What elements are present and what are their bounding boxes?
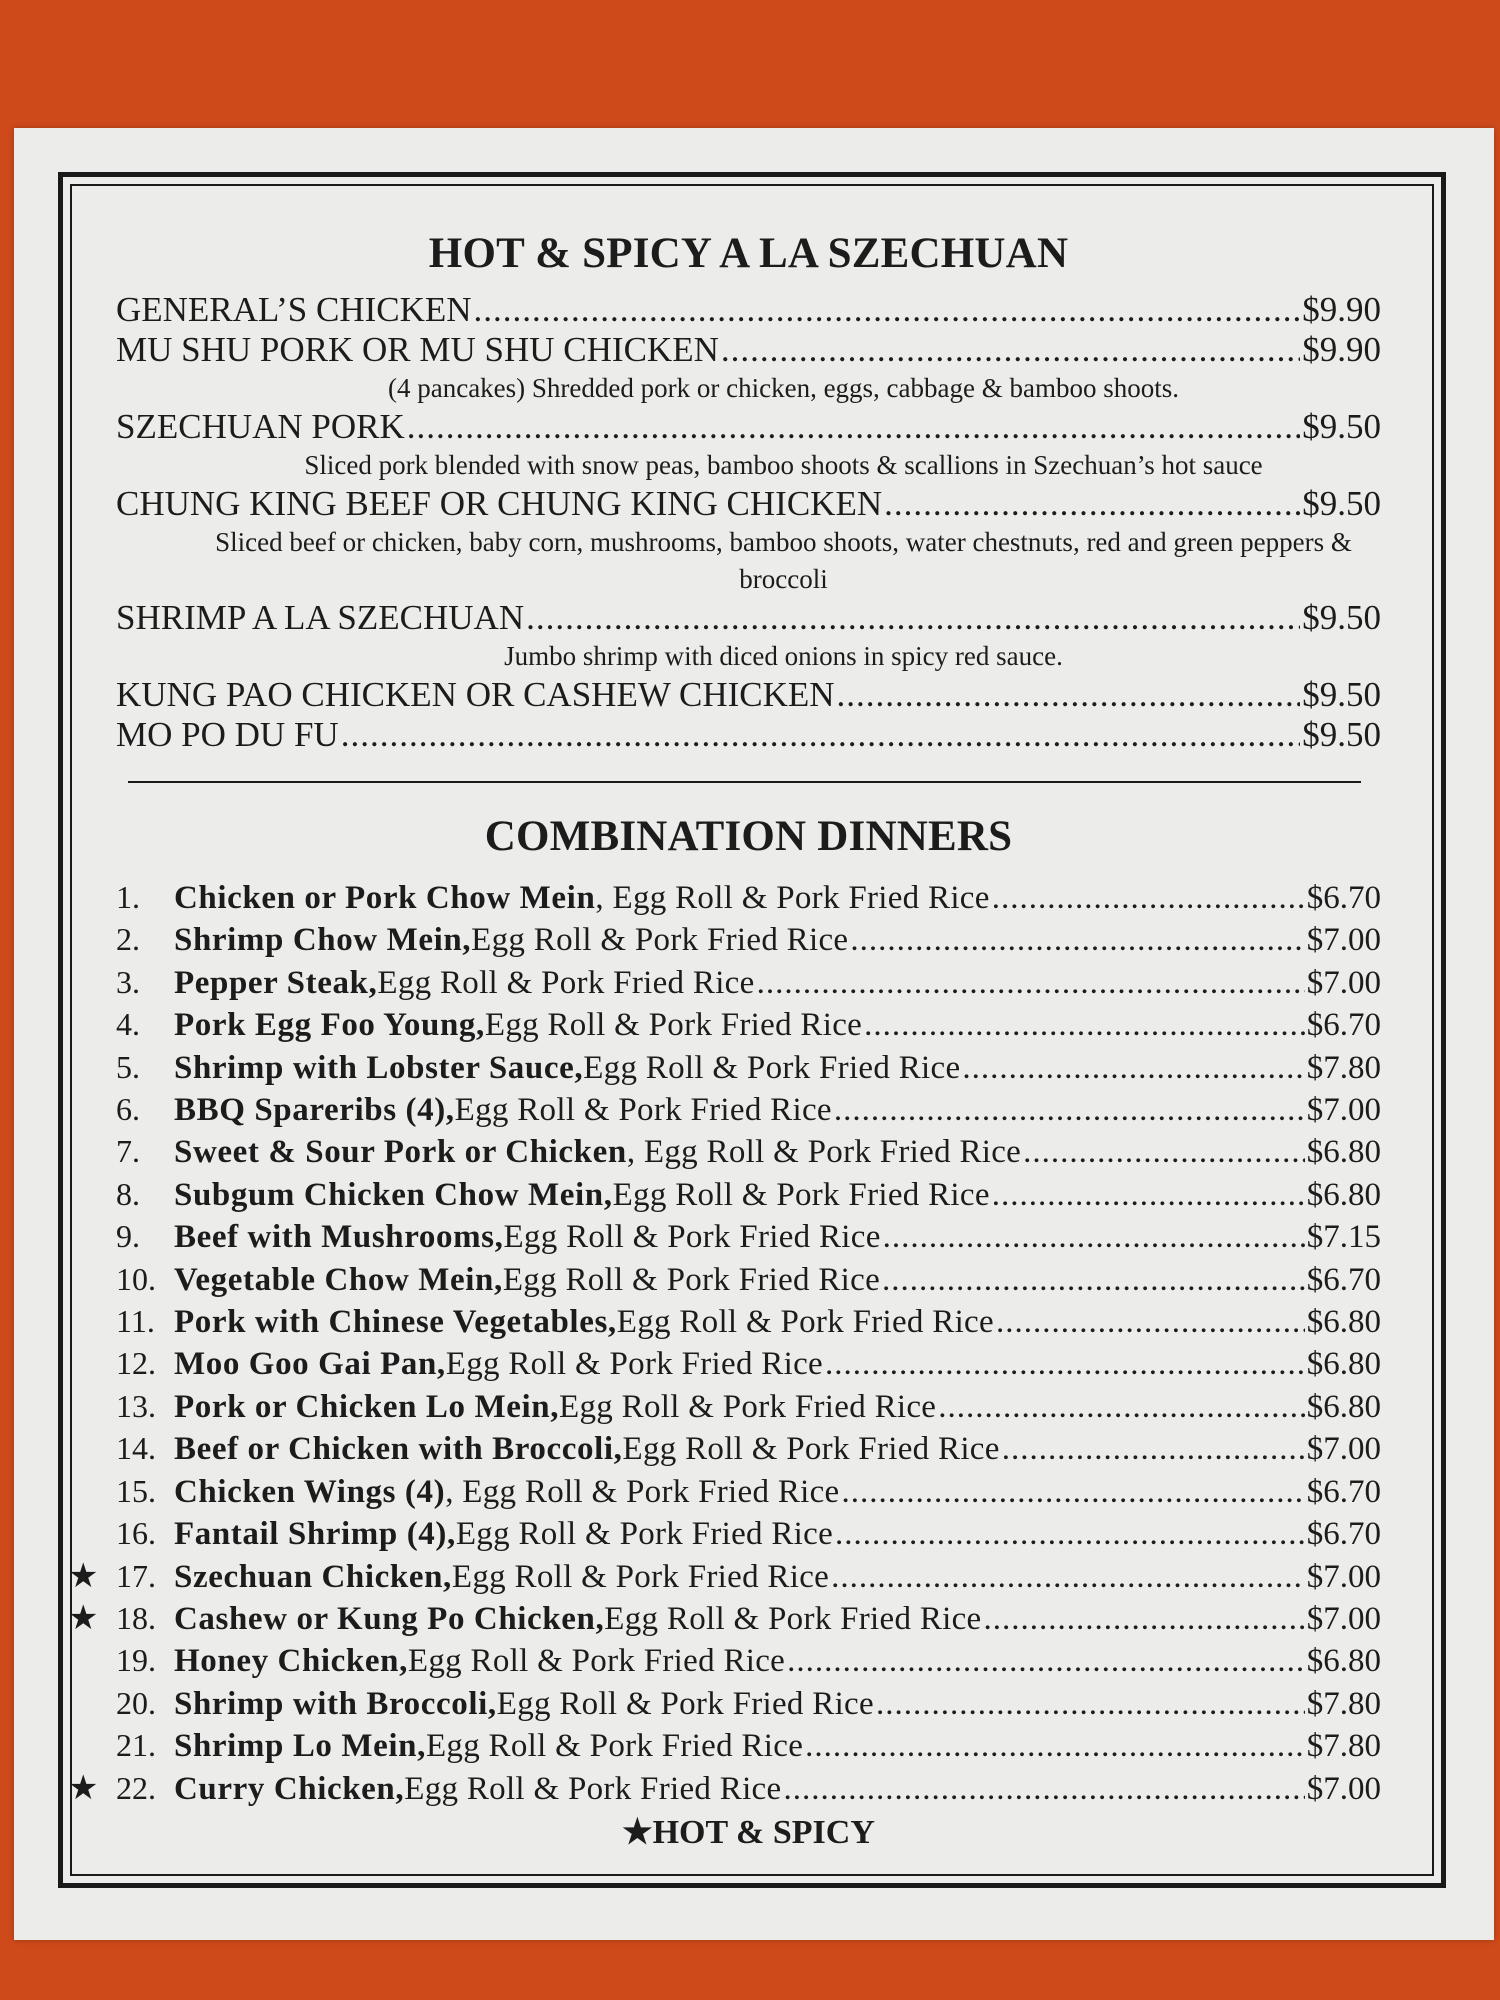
item-price: $7.00 — [1306, 1431, 1381, 1468]
item-sides: Egg Roll & Pork Fried Rice — [604, 1600, 982, 1637]
item-price: $6.80 — [1306, 1643, 1381, 1680]
item-name: BBQ Spareribs (4), — [174, 1092, 455, 1129]
item-sides: Egg Roll & Pork Fried Rice — [404, 1770, 782, 1807]
item-name: Chicken Wings (4) — [174, 1473, 446, 1510]
spicy-menu-item — [116, 407, 1381, 447]
dot-leader — [526, 598, 1300, 638]
dot-leader — [341, 715, 1301, 755]
item-price: $6.70 — [1306, 1516, 1381, 1553]
combo-menu-item — [116, 919, 1381, 961]
item-price: $7.00 — [1306, 1770, 1381, 1807]
combo-menu-item — [116, 1216, 1381, 1258]
item-name: GENERAL’S CHICKEN — [116, 290, 472, 329]
dot-leader — [883, 1217, 1305, 1258]
combo-menu-item — [116, 1343, 1381, 1385]
dot-leader — [992, 1175, 1305, 1216]
item-number: 17. — [116, 1557, 156, 1594]
item-name: MO PO DU FU — [116, 715, 339, 754]
hot-spicy-star-icon: ★ — [68, 1557, 99, 1595]
spicy-menu-item — [116, 290, 1381, 330]
dot-leader — [962, 1048, 1304, 1089]
item-name: Subgum Chicken Chow Mein, — [174, 1176, 613, 1213]
item-number: 14. — [116, 1430, 156, 1467]
dot-leader — [876, 1684, 1305, 1725]
item-price: $9.50 — [1302, 598, 1381, 637]
combo-menu-item — [116, 1640, 1381, 1682]
item-name: Pepper Steak, — [174, 964, 378, 1001]
dot-leader — [992, 878, 1305, 919]
dot-leader — [834, 1090, 1305, 1131]
item-number: 4. — [116, 1006, 140, 1043]
item-sides: , Egg Roll & Pork Fried Rice — [595, 880, 990, 916]
item-sides: , Egg Roll & Pork Fried Rice — [445, 1473, 840, 1510]
combo-menu-item — [116, 1301, 1381, 1343]
item-price: $9.90 — [1302, 330, 1381, 369]
dot-leader — [474, 290, 1301, 330]
item-name: Curry Chicken, — [174, 1770, 405, 1807]
item-sides: Egg Roll & Pork Fried Rice — [425, 1728, 804, 1765]
item-price: $6.80 — [1306, 1134, 1381, 1171]
item-price: $7.00 — [1306, 1558, 1381, 1595]
item-number: 5. — [116, 1048, 140, 1085]
item-name: CHUNG KING BEEF OR CHUNG KING CHICKEN — [116, 484, 883, 523]
combo-menu-item — [116, 1471, 1381, 1513]
dot-leader — [1023, 1132, 1305, 1173]
item-description: (4 pancakes) Shredded pork or chicken, eggs, cabbage & bamboo shoots. — [387, 373, 1179, 403]
item-name: Vegetable Chow Mein, — [174, 1261, 503, 1298]
dot-leader — [842, 1472, 1305, 1513]
spicy-menu-item — [116, 330, 1381, 370]
item-name: Moo Goo Gai Pan, — [174, 1346, 446, 1383]
item-price: $9.50 — [1302, 675, 1381, 714]
spicy-menu-item — [116, 675, 1381, 715]
item-price: $7.80 — [1306, 1685, 1381, 1722]
item-sides: Egg Roll & Pork Fried Rice — [503, 1219, 881, 1256]
item-sides: Egg Roll & Pork Fried Rice — [502, 1261, 881, 1298]
item-price: $9.50 — [1302, 715, 1381, 754]
item-sides: Egg Roll & Pork Fried Rice — [454, 1092, 832, 1129]
item-price: $7.00 — [1306, 922, 1381, 959]
item-sides: Egg Roll & Pork Fried Rice — [455, 1516, 834, 1553]
dot-leader — [996, 1302, 1305, 1343]
item-name: Beef or Chicken with Broccoli, — [174, 1431, 623, 1468]
item-name: Pork with Chinese Vegetables, — [174, 1304, 617, 1341]
combo-menu-item — [116, 1131, 1381, 1173]
item-sides: , Egg Roll & Pork Fried Rice — [626, 1134, 1022, 1171]
item-price: $7.15 — [1306, 1219, 1381, 1256]
item-price: $7.80 — [1306, 1049, 1381, 1086]
item-sides: Egg Roll & Pork Fried Rice — [451, 1558, 830, 1595]
section-divider — [128, 781, 1361, 783]
dot-leader — [407, 407, 1300, 447]
item-name: Beef with Mushrooms, — [174, 1219, 504, 1256]
item-name: Shrimp Lo Mein, — [174, 1728, 426, 1765]
item-sides: Egg Roll & Pork Fried Rice — [377, 964, 755, 1001]
item-number: 10. — [116, 1260, 156, 1297]
combo-menu-item — [68, 1768, 1381, 1810]
item-name: KUNG PAO CHICKEN OR CASHEW CHICKEN — [116, 675, 835, 714]
item-number: 6. — [116, 1091, 140, 1128]
item-number: 19. — [116, 1642, 156, 1679]
item-sides: Egg Roll & Pork Fried Rice — [471, 922, 849, 959]
dot-leader — [938, 1387, 1305, 1428]
item-name: SHRIMP A LA SZECHUAN — [116, 598, 525, 637]
item-name: Sweet & Sour Pork or Chicken — [174, 1134, 627, 1171]
item-name: Honey Chicken, — [174, 1643, 408, 1680]
dot-leader — [805, 1726, 1305, 1767]
item-sides: Egg Roll & Pork Fried Rice — [583, 1049, 961, 1086]
spicy-menu-item — [116, 598, 1381, 638]
item-sides: Egg Roll & Pork Fried Rice — [484, 1007, 863, 1044]
item-name: Szechuan Chicken, — [174, 1558, 452, 1595]
item-name: Shrimp with Broccoli, — [174, 1685, 497, 1722]
dot-leader — [864, 1005, 1305, 1046]
item-price: $9.50 — [1302, 484, 1381, 523]
item-number: 11. — [116, 1303, 155, 1340]
item-description: Sliced beef or chicken, baby corn, mushrooms, bamboo shoots, water chestnuts, red and green peppers & broccoli — [215, 527, 1352, 594]
item-price: $9.90 — [1302, 290, 1381, 329]
item-number: 21. — [116, 1727, 156, 1764]
combo-menu-item — [116, 1683, 1381, 1725]
spicy-menu-list — [116, 290, 1381, 755]
item-number: 15. — [116, 1472, 156, 1509]
item-name: Fantail Shrimp (4), — [174, 1516, 456, 1553]
combo-menu-item — [116, 1004, 1381, 1046]
item-price: $6.70 — [1306, 1007, 1381, 1044]
item-number: 3. — [116, 963, 140, 1000]
item-price: $6.70 — [1306, 1261, 1381, 1298]
dot-leader — [831, 1557, 1305, 1598]
combo-menu-item — [116, 1513, 1381, 1555]
item-name: SZECHUAN PORK — [116, 407, 405, 446]
item-price: $6.80 — [1306, 1304, 1381, 1341]
item-name: Chicken or Pork Chow Mein — [174, 880, 596, 916]
item-name: Pork or Chicken Lo Mein, — [174, 1388, 560, 1425]
combo-menu-item — [116, 1089, 1381, 1131]
dot-leader — [835, 1514, 1305, 1555]
dot-leader — [757, 963, 1305, 1004]
item-number: 18. — [116, 1599, 156, 1636]
combo-menu-list — [68, 877, 1381, 1810]
hot-spicy-star-icon: ★ — [68, 1599, 99, 1637]
item-description: Jumbo shrimp with diced onions in spicy red sauce. — [504, 641, 1063, 671]
combo-menu-item — [68, 1598, 1381, 1640]
item-price: $7.00 — [1306, 1600, 1381, 1637]
item-price: $7.00 — [1306, 1092, 1381, 1129]
item-sides: Egg Roll & Pork Fried Rice — [496, 1685, 874, 1722]
combo-menu-item — [116, 962, 1381, 1004]
item-number: 1. — [116, 879, 140, 915]
dot-leader — [825, 1344, 1305, 1385]
menu-content — [68, 228, 1381, 1852]
item-price: $7.00 — [1306, 964, 1381, 1001]
item-sides: Egg Roll & Pork Fried Rice — [407, 1643, 786, 1680]
spicy-menu-item — [116, 484, 1381, 524]
item-price: $6.70 — [1306, 1473, 1381, 1510]
item-sides: Egg Roll & Pork Fried Rice — [622, 1431, 1000, 1468]
item-number: 12. — [116, 1345, 156, 1382]
item-name: Pork Egg Foo Young, — [174, 1007, 485, 1044]
dot-leader — [850, 920, 1304, 961]
item-description: Sliced pork blended with snow peas, bamboo shoots & scallions in Szechuan’s hot sauce — [304, 450, 1263, 480]
combo-menu-item — [116, 1428, 1381, 1470]
item-sides: Egg Roll & Pork Fried Rice — [616, 1304, 994, 1341]
dot-leader — [884, 484, 1300, 524]
item-number: 9. — [116, 1218, 140, 1255]
dot-leader — [787, 1641, 1305, 1682]
item-name: MU SHU PORK OR MU SHU CHICKEN — [116, 330, 719, 369]
item-number: 13. — [116, 1387, 156, 1424]
combo-menu-item — [116, 877, 1381, 919]
combo-menu-item — [116, 1259, 1381, 1301]
item-price: $6.80 — [1306, 1346, 1381, 1383]
item-name: Cashew or Kung Po Chicken, — [174, 1600, 605, 1637]
menu-sheet — [14, 128, 1494, 1940]
combo-menu-item — [116, 1047, 1381, 1089]
dot-leader — [984, 1599, 1305, 1640]
combo-menu-item — [116, 1174, 1381, 1216]
hot-spicy-star-icon: ★ — [68, 1769, 99, 1807]
hot-spicy-legend: ★HOT & SPICY — [622, 1813, 875, 1851]
dot-leader — [1002, 1429, 1305, 1470]
item-name: Shrimp Chow Mein, — [174, 922, 472, 959]
item-number: 22. — [116, 1769, 156, 1806]
item-price: $6.80 — [1306, 1176, 1381, 1213]
item-number: 2. — [116, 921, 140, 958]
item-name: Shrimp with Lobster Sauce, — [174, 1049, 584, 1086]
item-price: $7.80 — [1306, 1728, 1381, 1765]
item-sides: Egg Roll & Pork Fried Rice — [445, 1346, 823, 1383]
spicy-menu-item — [116, 715, 1381, 755]
dot-leader — [837, 675, 1301, 715]
spicy-section-title: HOT & SPICY A LA SZECHUAN — [428, 230, 1069, 277]
item-number: 7. — [116, 1133, 140, 1170]
combo-menu-item — [116, 1386, 1381, 1428]
item-number: 8. — [116, 1175, 140, 1212]
combo-section-title: COMBINATION DINNERS — [484, 813, 1013, 860]
item-number: 16. — [116, 1515, 156, 1552]
combo-menu-item — [68, 1556, 1381, 1598]
item-price: $6.70 — [1306, 880, 1381, 916]
combo-menu-item — [116, 1725, 1381, 1767]
item-number: 20. — [116, 1684, 156, 1721]
item-sides: Egg Roll & Pork Fried Rice — [559, 1388, 937, 1425]
item-price: $6.80 — [1306, 1388, 1381, 1425]
dot-leader — [882, 1260, 1305, 1301]
dot-leader — [721, 330, 1300, 370]
item-price: $9.50 — [1302, 407, 1381, 446]
dot-leader — [783, 1769, 1304, 1810]
item-sides: Egg Roll & Pork Fried Rice — [612, 1176, 990, 1213]
